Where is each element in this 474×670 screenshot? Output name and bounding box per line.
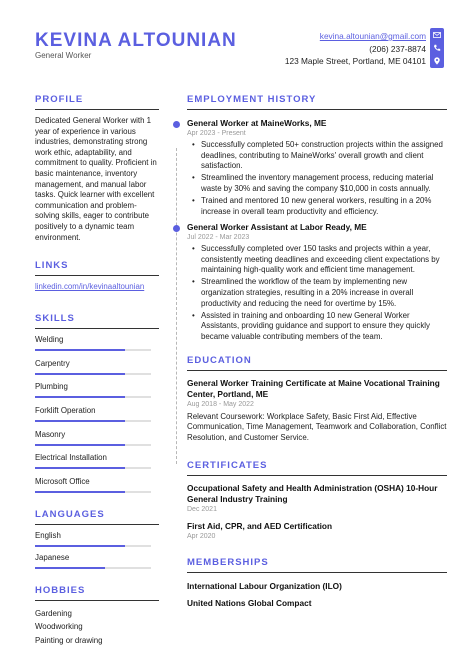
language-item [35, 553, 159, 569]
phone-number: (206) 237-8874 [369, 43, 426, 54]
skill-level-bar [35, 420, 151, 422]
contact-icon-bar [430, 28, 444, 68]
skills-list [35, 335, 159, 493]
job-bullets [187, 244, 447, 342]
languages-heading: LANGUAGES [35, 509, 159, 525]
skill-level-fill [35, 420, 125, 422]
certificate-entry [187, 521, 447, 542]
candidate-name: KEVINA ALTOUNIAN [35, 30, 237, 51]
languages-section [35, 509, 159, 569]
skill-item [35, 453, 159, 469]
skill-level-fill [35, 491, 125, 493]
skill-level-bar [35, 373, 151, 375]
hobbies-section [35, 585, 159, 648]
job-bullet: • Streamlined the workflow of the team by implementing new organization strategies, resulting in a 20% increase in overall productivity and reducing the need for overtime by 15%. [187, 277, 447, 309]
memberships-heading: MEMBERSHIPS [187, 557, 447, 573]
certificates-heading: CERTIFICATES [187, 460, 447, 476]
languages-list [35, 531, 159, 569]
skill-level-bar [35, 349, 151, 351]
employment-heading: EMPLOYMENT HISTORY [187, 94, 447, 110]
memberships-section [187, 557, 447, 609]
certificate-entry [187, 483, 447, 515]
language-name: English [35, 530, 61, 540]
job-bullet: • Streamlined the inventory management process, reducing material waste by 30% and saving the company $10,000 in costs annually. [187, 173, 447, 194]
certificate-date: Apr 2020 [187, 533, 216, 541]
language-level-bar [35, 567, 151, 569]
skill-name: Electrical Installation [35, 453, 107, 463]
employment-timeline [187, 118, 447, 343]
job-bullet: • Successfully completed 50+ construction projects within the assigned deadlines, contributing to MaineWorks' overall growth and client satisfaction. [187, 140, 447, 172]
phone-icon [433, 44, 441, 52]
skill-item [35, 430, 159, 446]
job-date: Jul 2022 - Mar 2023 [187, 234, 250, 242]
skill-level-fill [35, 444, 125, 446]
timeline-dot [173, 225, 180, 232]
email-icon [433, 31, 441, 39]
job-bullet: • Successfully completed over 150 tasks and projects within a year, consistently meeting deadlines and exceeding client expectations by maintaining high-quality work and efficient time management. [187, 244, 447, 276]
location-icon [433, 57, 441, 65]
skill-item [35, 335, 159, 351]
skill-level-fill [35, 349, 125, 351]
membership-item: United Nations Global Compact [187, 598, 312, 609]
skill-item [35, 382, 159, 398]
profile-text: Dedicated General Worker with 1 year of experience in various industries, demonstrating strong work ethic, adaptability, and commitment to quality. Proficient in basic maintenance, inventory management, and manual labor tasks. Quick learner with excellent communication and problem-solving skills, eager to contribute positively to a dynamic team environment. [35, 116, 157, 242]
hobby-item: Painting or drawing [35, 635, 103, 645]
certificates-section [187, 460, 447, 542]
hobbies-heading: HOBBIES [35, 585, 159, 601]
hobby-item: Woodworking [35, 622, 83, 632]
language-level-fill [35, 567, 105, 569]
education-heading: EDUCATION [187, 355, 447, 371]
job-title: General Worker at MaineWorks, ME [187, 118, 327, 128]
job-bullets [187, 140, 447, 217]
skill-name: Masonry [35, 429, 66, 439]
skills-heading: SKILLS [35, 313, 159, 329]
skill-level-fill [35, 373, 125, 375]
candidate-role: General Worker [35, 51, 92, 60]
right-column [187, 94, 447, 615]
employment-section [187, 94, 447, 343]
skill-name: Plumbing [35, 382, 68, 392]
job-bullet: • Trained and mentored 10 new general workers, resulting in a 20% increase in overall team productivity and efficiency. [187, 196, 447, 217]
skill-name: Carpentry [35, 358, 70, 368]
certificate-title: First Aid, CPR, and AED Certification [187, 521, 333, 532]
links-heading: LINKS [35, 260, 159, 276]
job-date: Apr 2023 - Present [187, 130, 246, 137]
job-bullet: • Assisted in training and onboarding 10 new General Worker Assistants, providing guidance and support to ensure they quickly became valuable contributing members of the team. [187, 311, 447, 343]
certificate-title: Occupational Safety and Health Administration (OSHA) 10-Hour General Industry Training [187, 483, 438, 505]
skill-name: Microsoft Office [35, 476, 90, 486]
skill-name: Welding [35, 335, 64, 345]
job-entry [187, 118, 447, 217]
job-entry [187, 222, 447, 342]
job-title: General Worker Assistant at Labor Ready, ME [187, 222, 367, 233]
skill-level-bar [35, 467, 151, 469]
address: 123 Maple Street, Portland, ME 04101 [284, 56, 426, 66]
skill-level-fill [35, 467, 125, 469]
skill-item [35, 359, 159, 375]
profile-section [35, 94, 159, 243]
linkedin-link[interactable]: linkedin.com/in/kevinaaltounian [35, 282, 145, 292]
timeline-dot [173, 121, 180, 128]
skill-item [35, 406, 159, 422]
education-text: Relevant Coursework: Workplace Safety, Basic First Aid, Effective Communication, Time Management, Teamwork and Collaboration, Conflict Resolution, and Customer Service. [187, 411, 447, 442]
skill-level-bar [35, 491, 151, 493]
left-column [35, 94, 159, 647]
skill-level-fill [35, 396, 125, 398]
language-item [35, 531, 159, 547]
skill-level-bar [35, 396, 151, 398]
certificate-date: Dec 2021 [187, 506, 217, 514]
profile-heading: PROFILE [35, 94, 159, 110]
education-section [187, 355, 447, 444]
membership-item: International Labour Organization (ILO) [187, 581, 342, 592]
language-name: Japanese [35, 552, 70, 562]
skill-level-bar [35, 444, 151, 446]
language-level-bar [35, 545, 151, 547]
email-link[interactable]: kevina.altounian@gmail.com [319, 31, 426, 41]
links-section [35, 260, 159, 291]
education-title: General Worker Training Certificate at Maine Vocational Training Center, Portland, ME [187, 377, 440, 399]
contact-block [285, 30, 426, 68]
skill-item [35, 477, 159, 493]
education-date: Aug 2018 - May 2022 [187, 400, 254, 408]
timeline-line [176, 148, 177, 464]
language-level-fill [35, 545, 125, 547]
skills-section [35, 313, 159, 493]
hobby-item: Gardening [35, 608, 72, 618]
skill-name: Forklift Operation [35, 405, 96, 415]
